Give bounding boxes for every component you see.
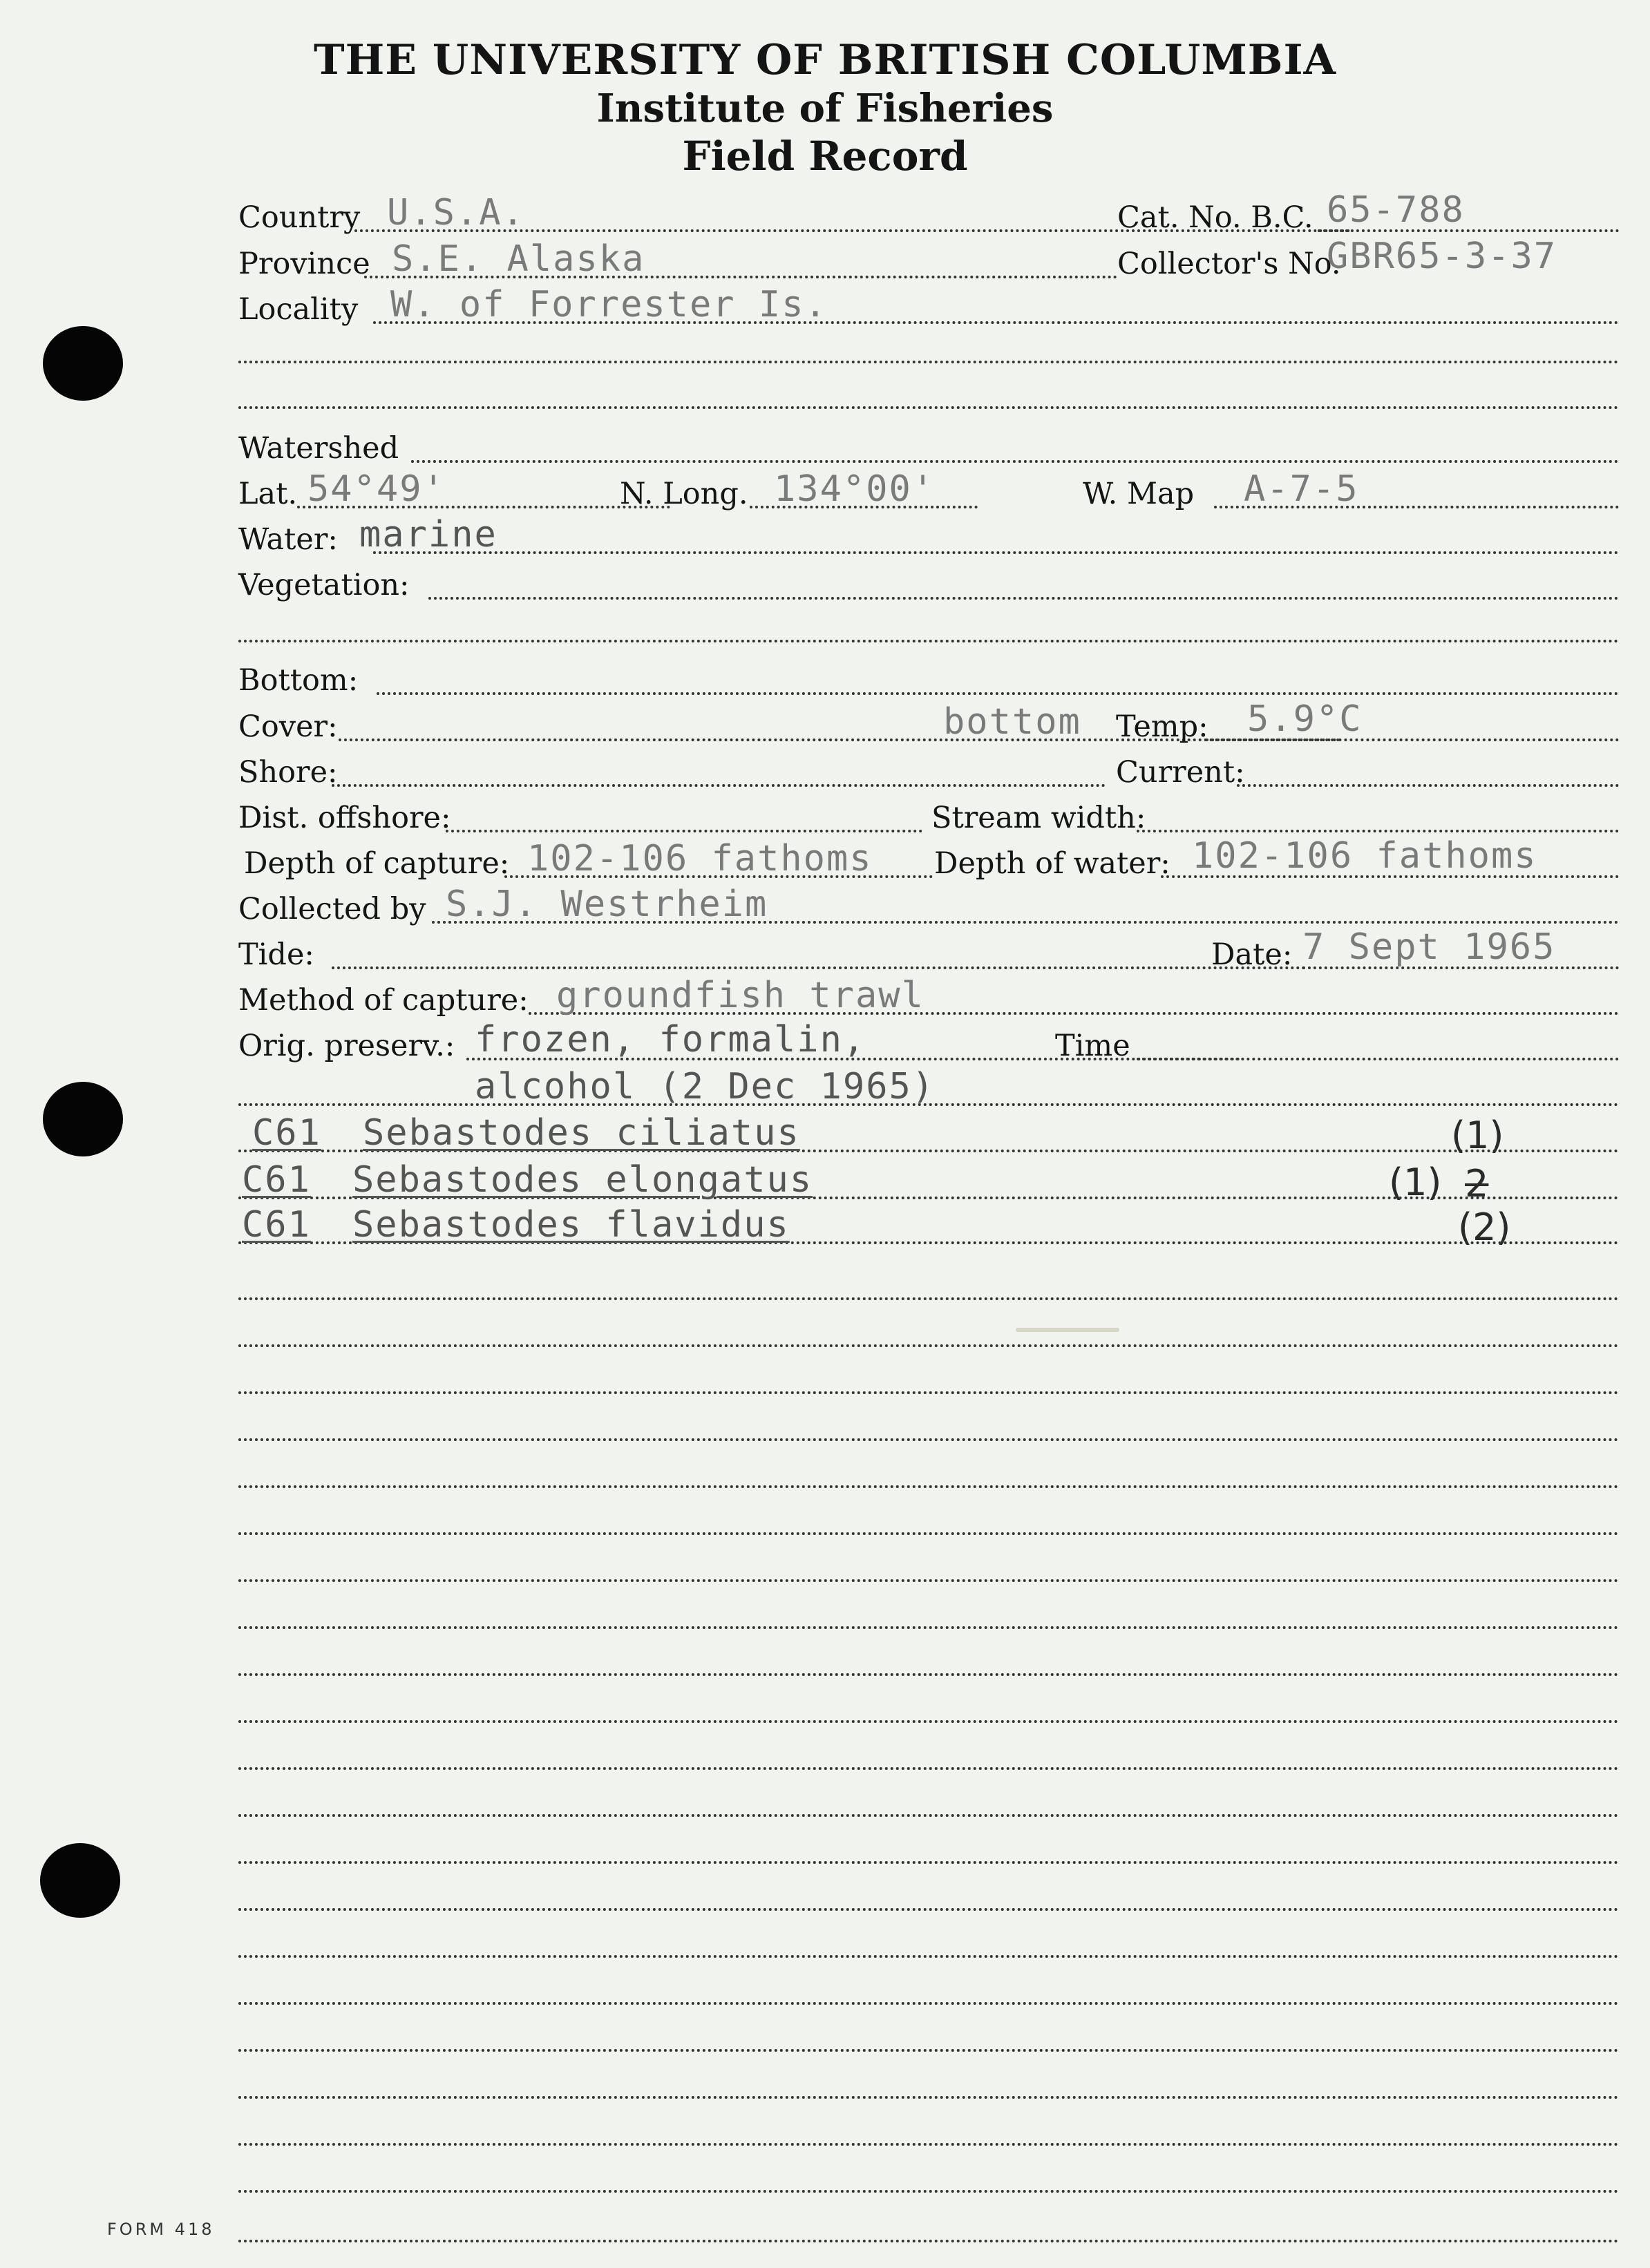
row-cover: [238, 698, 1619, 750]
row-collected-by: [238, 885, 1619, 932]
row-water: [238, 515, 1619, 562]
handwritten-count: (2): [1458, 1206, 1511, 1249]
species-name: Sebastodes elongatus: [352, 1159, 813, 1201]
temp-value: 5.9°C: [1247, 698, 1363, 740]
blank-line: [238, 1391, 1619, 1394]
blank-line: [238, 1485, 1619, 1488]
current-label: Current:: [1116, 755, 1245, 790]
row-coordinates: [238, 470, 1619, 517]
collected-by-label: Collected by: [238, 892, 426, 926]
institute-title: Institute of Fisheries: [596, 86, 1054, 131]
shore-label: Shore:: [238, 755, 338, 790]
method-label: Method of capture:: [238, 983, 529, 1018]
cat-no-value: 65-788: [1327, 189, 1465, 231]
preserv-value: frozen, formalin,: [475, 1019, 866, 1060]
species-row: [238, 1206, 1619, 1252]
blank-line: [238, 1720, 1619, 1723]
blank-line: [238, 640, 1619, 642]
species-name: Sebastodes ciliatus: [363, 1112, 800, 1154]
lat-label: Lat.: [238, 477, 298, 511]
species-row: [238, 1114, 1619, 1161]
bottom-label: Bottom:: [238, 663, 359, 698]
collector-no-value: GBR65-3-37: [1327, 236, 1557, 277]
blank-line: [238, 361, 1619, 363]
blank-line: [238, 2049, 1619, 2052]
handwritten-count: (1): [1389, 1161, 1442, 1204]
punch-hole-middle: [43, 1082, 123, 1156]
row-bottom: [238, 656, 1619, 703]
row-tide: [238, 926, 1619, 978]
water-label: Water:: [238, 522, 338, 557]
row-depth: [238, 835, 1619, 886]
blank-line: [238, 2240, 1619, 2242]
stream-width-label: Stream width:: [931, 801, 1146, 835]
map-label: W. Map: [1083, 477, 1195, 511]
dist-offshore-label: Dist. offshore:: [238, 801, 451, 835]
blank-line: [238, 2190, 1619, 2193]
preserv-value-2: alcohol (2 Dec 1965): [475, 1066, 936, 1107]
paper-mark: [1016, 1328, 1119, 1332]
struck-count: 2: [1465, 1162, 1489, 1206]
watershed-label: Watershed: [238, 431, 399, 466]
university-title: THE UNIVERSITY OF BRITISH COLUMBIA: [313, 36, 1337, 84]
tide-label: Tide:: [238, 937, 314, 972]
row-preserv: [238, 1019, 1619, 1069]
province-value: S.E. Alaska: [392, 238, 645, 280]
punch-hole-bottom: [40, 1843, 120, 1918]
map-value: A-7-5: [1244, 468, 1359, 510]
blank-line: [238, 1626, 1619, 1629]
blank-line: [238, 2002, 1619, 2005]
blank-line: [238, 1814, 1619, 1817]
punch-hole-top: [43, 326, 123, 401]
locality-value: W. of Forrester Is.: [390, 284, 828, 325]
species-code: C61: [242, 1204, 311, 1246]
row-country: [238, 189, 1619, 240]
species-name: Sebastodes flavidus: [352, 1204, 790, 1246]
country-value: U.S.A.: [387, 192, 525, 234]
collector-no-label: Collector's No.: [1117, 247, 1341, 281]
cover-label: Cover:: [238, 709, 338, 744]
row-method: [238, 976, 1619, 1023]
row-vegetation: [238, 561, 1619, 608]
species-code: C61: [242, 1159, 311, 1201]
blank-line: [238, 1908, 1619, 1911]
row-locality: [238, 285, 1619, 332]
preserv-label: Orig. preserv.:: [238, 1029, 455, 1063]
province-label: Province: [238, 247, 370, 281]
blank-line: [238, 2143, 1619, 2146]
water-value: marine: [359, 514, 497, 555]
locality-label: Locality: [238, 292, 359, 327]
blank-line: [238, 1438, 1619, 1441]
depth-capture-value: 102-106 fathoms: [527, 838, 873, 879]
blank-line: [238, 1955, 1619, 1958]
blank-line: [238, 2096, 1619, 2099]
method-value: groundfish trawl: [556, 975, 924, 1016]
handwritten-count: (1): [1451, 1114, 1504, 1157]
blank-line: [238, 1673, 1619, 1676]
cover-value: bottom: [943, 701, 1081, 743]
species-code: C61: [252, 1112, 321, 1154]
depth-water-value: 102-106 fathoms: [1192, 835, 1537, 877]
date-value: 7 Sept 1965: [1302, 926, 1556, 968]
record-title: Field Record: [682, 133, 968, 180]
collected-by-value: S.J. Westrheim: [446, 884, 768, 925]
blank-line: [238, 1861, 1619, 1864]
lat-value: 54°49': [307, 468, 446, 510]
date-label: Date:: [1211, 937, 1293, 972]
vegetation-label: Vegetation:: [238, 568, 410, 602]
blank-line: [238, 1344, 1619, 1347]
blank-line: [238, 1297, 1619, 1300]
row-watershed: [238, 424, 1619, 471]
row-province: [238, 236, 1619, 287]
row-offshore: [238, 794, 1619, 841]
depth-capture-label: Depth of capture:: [244, 846, 510, 881]
country-label: Country: [238, 200, 361, 235]
temp-label: Temp:: [1116, 709, 1208, 744]
time-label: Time: [1055, 1029, 1130, 1063]
blank-line: [238, 1579, 1619, 1582]
blank-line: [238, 1767, 1619, 1770]
cat-no-label: Cat. No. B.C.: [1117, 200, 1314, 235]
row-preserv-cont: [238, 1067, 1619, 1114]
long-label: N. Long.: [620, 477, 748, 511]
long-value: 134°00': [774, 468, 936, 510]
form-number: FORM 418: [107, 2220, 215, 2239]
blank-line: [238, 1532, 1619, 1535]
depth-water-label: Depth of water:: [934, 846, 1170, 881]
row-shore: [238, 748, 1619, 795]
blank-line: [238, 406, 1619, 409]
